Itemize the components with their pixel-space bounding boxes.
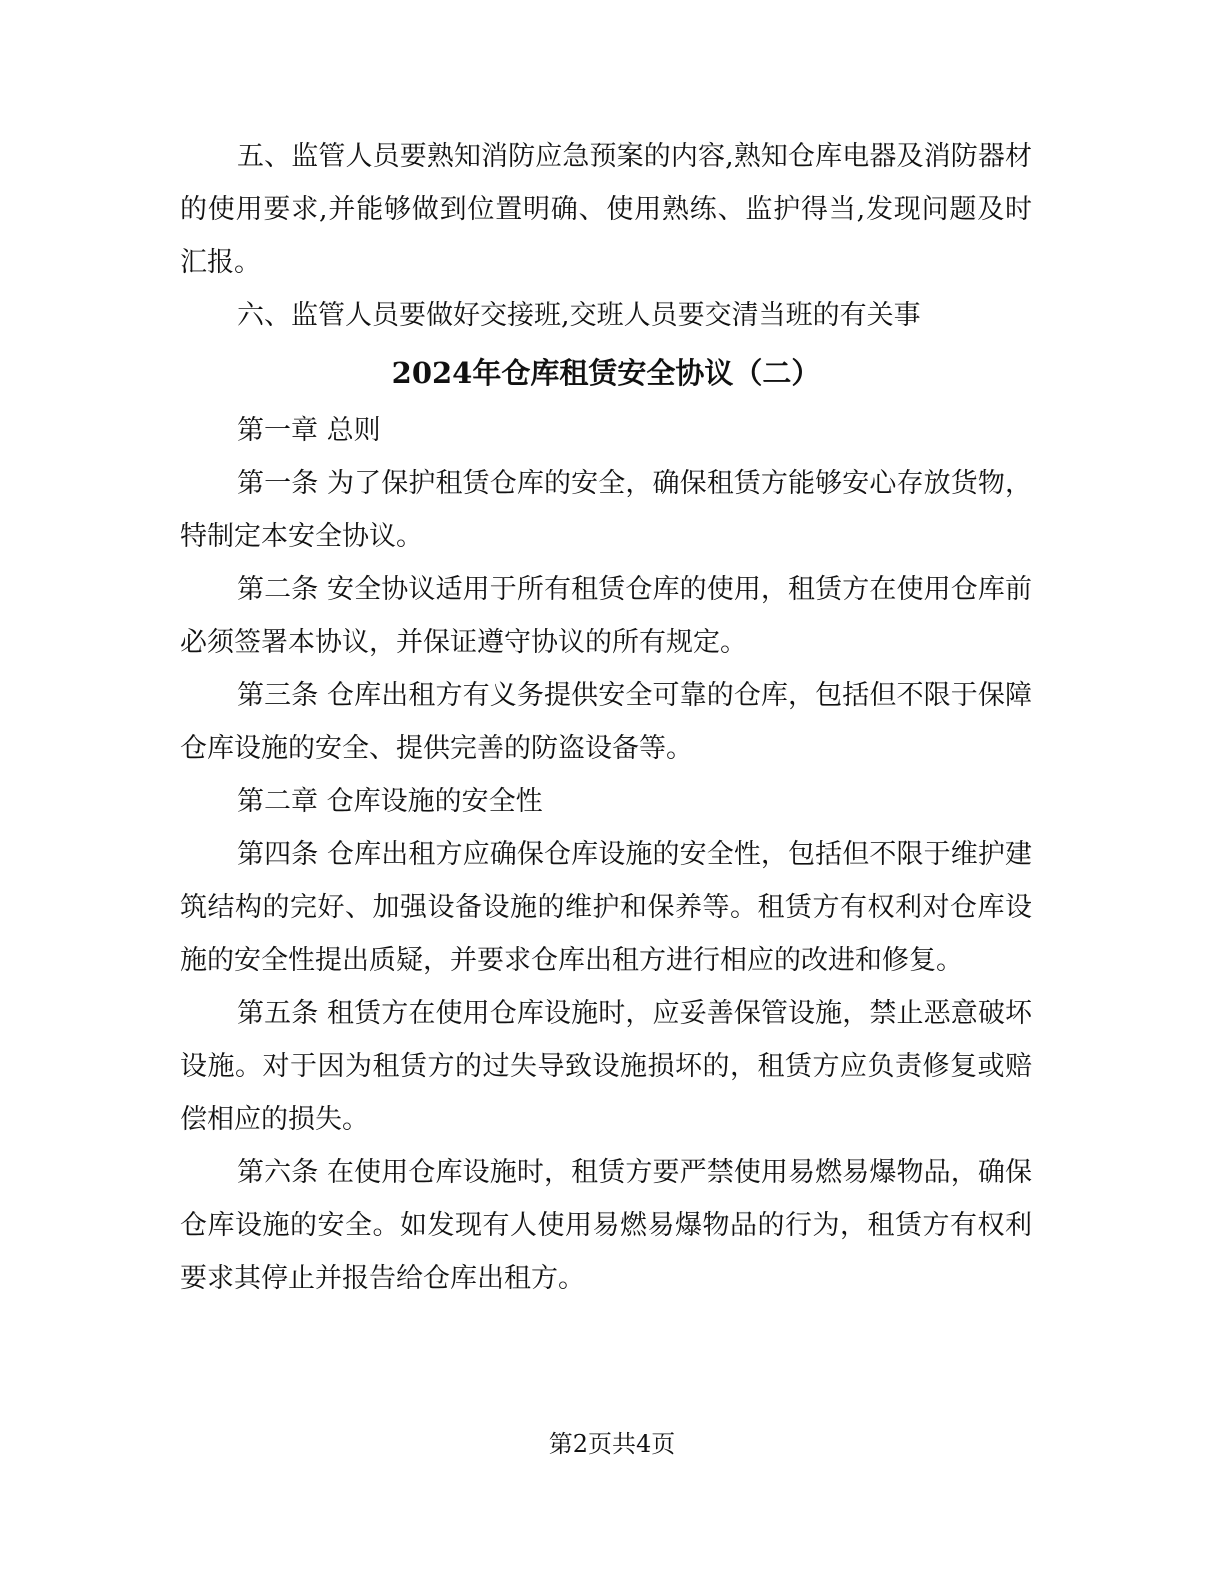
paragraph-item-5: 五、监管人员要熟知消防应急预案的内容,熟知仓库电器及消防器材的使用要求,并能够做到位置明确、使用熟练、监护得当,发现问题及时汇报。	[180, 141, 1032, 278]
document-title: 2024年仓库租赁安全协议（二）	[391, 356, 821, 390]
page-number-footer: 第2页共4页	[548, 1430, 676, 1458]
article-4: 第四条 仓库出租方应确保仓库设施的安全性，包括但不限于维护建筑结构的完好、加强设备设施的维护和保养等。租赁方有权利对仓库设施的安全性提出质疑，并要求仓库出租方进行相应的改进和修复。	[180, 839, 1032, 976]
article-1: 第一条 为了保护租赁仓库的安全，确保租赁方能够安心存放货物，特制定本安全协议。	[180, 468, 1032, 552]
article-5: 第五条 租赁方在使用仓库设施时，应妥善保管设施，禁止恶意破坏设施。对于因为租赁方的过失导致设施损坏的，租赁方应负责修复或赔偿相应的损失。	[180, 998, 1032, 1135]
chapter-heading-2: 第二章 仓库设施的安全性	[237, 786, 543, 817]
article-6: 第六条 在使用仓库设施时，租赁方要严禁使用易燃易爆物品，确保仓库设施的安全。如发现有人使用易燃易爆物品的行为，租赁方有权利要求其停止并报告给仓库出租方。	[180, 1157, 1032, 1294]
paragraph-item-6: 六、监管人员要做好交接班,交班人员要交清当班的有关事	[237, 300, 921, 331]
chapter-heading-1: 第一章 总则	[237, 415, 381, 446]
article-2: 第二条 安全协议适用于所有租赁仓库的使用，租赁方在使用仓库前必须签署本协议，并保证遵守协议的所有规定。	[180, 574, 1032, 658]
document-body	[180, 130, 1032, 1305]
article-3: 第三条 仓库出租方有义务提供安全可靠的仓库，包括但不限于保障仓库设施的安全、提供完善的防盗设备等。	[180, 680, 1032, 764]
